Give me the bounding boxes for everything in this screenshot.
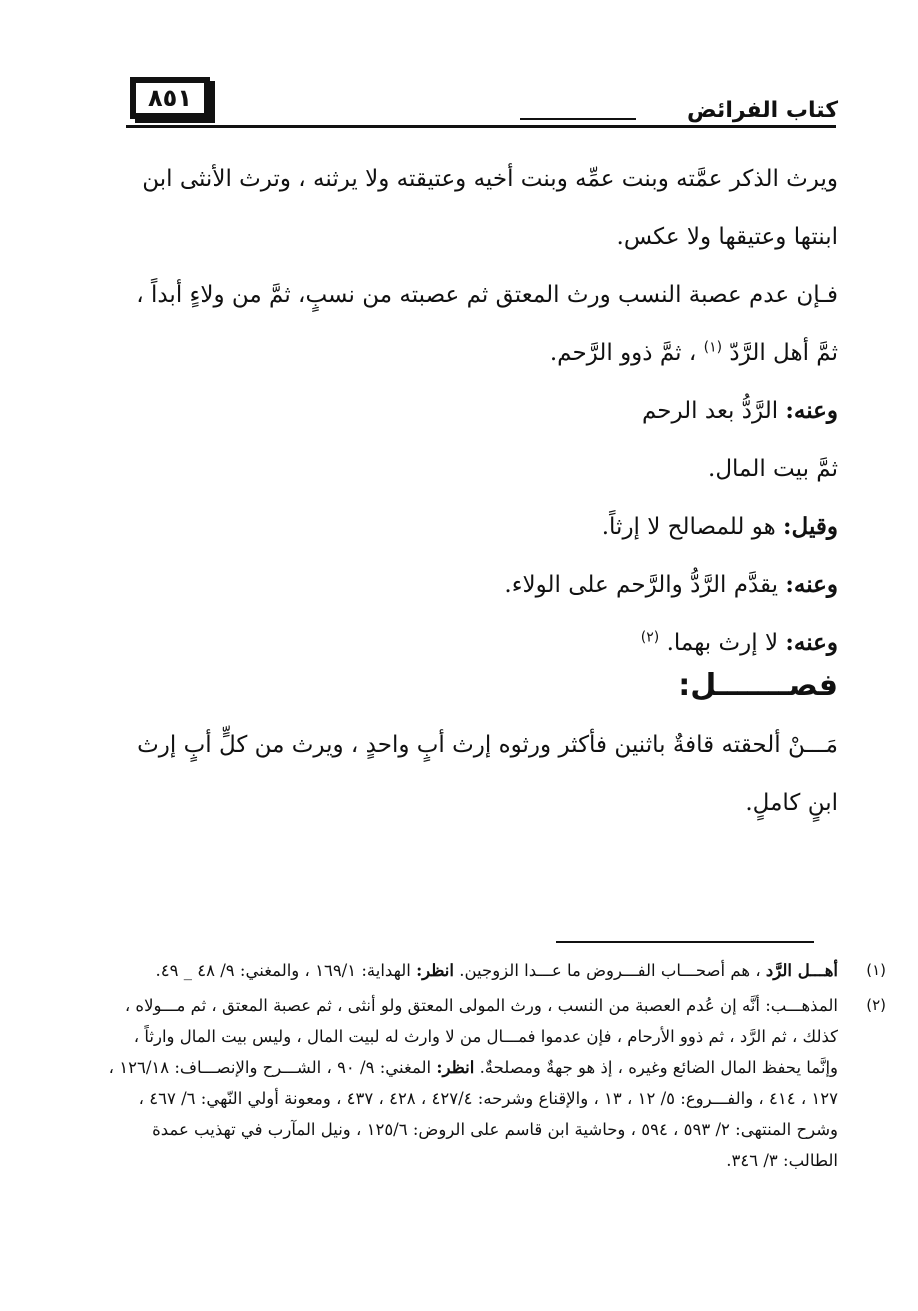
paragraph-2-text: فـإن عدم عصبة النسب ورث المعتق ثم عصبته من نسبٍ، ثمَّ من ولاءٍ أبداً ، ثمَّ أهل الرَّدّ — [136, 282, 838, 366]
paragraph-5-text: هو للمصالح لا إرثاً. — [601, 514, 776, 540]
footnotes — [108, 955, 886, 1180]
paragraph-5 — [108, 498, 838, 556]
section-heading: فصـــــــل: — [678, 668, 838, 703]
paragraph-3-text: الرَّدُّ بعد الرحم — [641, 398, 779, 424]
paragraph-6-text: يقدَّم الرَّدُّ والرَّحم على الولاء. — [504, 572, 779, 598]
paragraph-7 — [108, 614, 838, 672]
footnote-see-label: انظر: — [436, 1058, 475, 1077]
page-number-box — [130, 77, 210, 119]
footnote-references: الهداية: ١٦٩/١ ، والمغني: ٩/ ٤٨ _ ٤٩. — [155, 961, 411, 980]
footnote-1 — [108, 955, 886, 986]
footnote-ref-1[interactable]: (١) — [703, 339, 723, 356]
paragraph-3 — [108, 382, 838, 440]
paragraph-7-text: لا إرث بهما. — [666, 630, 779, 656]
paragraph-1: ويرث الذكر عمَّته وبنت عمِّه وبنت أخيه وعتيقته ولا يرثنه ، وترث الأنثى ابن ابنتها وعتيقها ولا عكس. — [142, 166, 838, 250]
paragraph-5-label: وقيل: — [783, 513, 838, 540]
footnote-text: المذهـــب: أنَّه إن عُدم العصبة من النسب ، ورث المولى المعتق ولو أنثى ، ثم عصبة المعتق ، ثم مـــولاه ، كذلك ، ثم الرَّد ، ثم ذوو الأرحام ، فإن عدموا فمـــال من لا وارث له لبيت المال ، وليس بيت المال وارثاً ، وإنَّما يحفظ المال الضائع وغيره ، إذ هو جهةٌ ومصلحةٌ. — [124, 996, 838, 1077]
section-body — [108, 716, 838, 832]
paragraph-2-end: ، ثمَّ ذوو الرَّحم. — [549, 340, 697, 366]
footnote-number: (١) — [866, 961, 886, 979]
paragraph-6 — [108, 556, 838, 614]
footnote-2 — [108, 990, 886, 1176]
footnote-separator — [556, 941, 814, 943]
main-text — [108, 150, 838, 672]
running-header-title: كتاب الفرائض — [687, 98, 838, 123]
section-paragraph: مَـــنْ ألحقته قافةٌ باثنين فأكثر ورثوه إرث أبٍ واحدٍ ، ويرث من كلٍّ أبٍ إرث ابنٍ كاملٍ. — [137, 732, 838, 816]
footnote-see-label: انظر: — [416, 961, 454, 980]
footnote-ref-2[interactable]: (٢) — [640, 629, 660, 646]
paragraph-4: ثمَّ بيت المال. — [708, 456, 838, 482]
header-rule — [126, 125, 836, 128]
footnote-text: ، هم أصحـــاب الفـــروض ما عـــدا الزوجين. — [459, 961, 761, 980]
header-dash — [520, 118, 636, 120]
paragraph-6-label: وعنه: — [785, 571, 838, 598]
footnote-references: المغني: ٩/ ٩٠ ، الشـــرح والإنصـــاف: ١٢٦/١٨ ، ١٢٧ ، ٤١٤ ، والفـــروع: ٥/ ١٢ ، ١٣ ، والإقناع وشرحه: ٤٢٧/٤ ، ٤٢٨ ، ٤٣٧ ، ومعونة أولي النّهي: ٦/ ٤٦٧ ، وشرح المنتهى: ٢/ ٥٩٣ ، ٥٩٤ ، وحاشية ابن قاسم على الروض: ١٢٥/٦ ، ونيل المآرب في تهذيب عمدة الطالب: ٣/ ٣٤٦. — [108, 1058, 838, 1170]
footnote-term: أهـــل الرَّد — [765, 961, 838, 980]
paragraph-3-label: وعنه: — [785, 397, 838, 424]
paragraph-7-label: وعنه: — [785, 629, 838, 656]
footnote-number: (٢) — [866, 996, 886, 1014]
page-number: ٨٥١ — [148, 84, 192, 112]
paragraph-2 — [108, 266, 838, 382]
